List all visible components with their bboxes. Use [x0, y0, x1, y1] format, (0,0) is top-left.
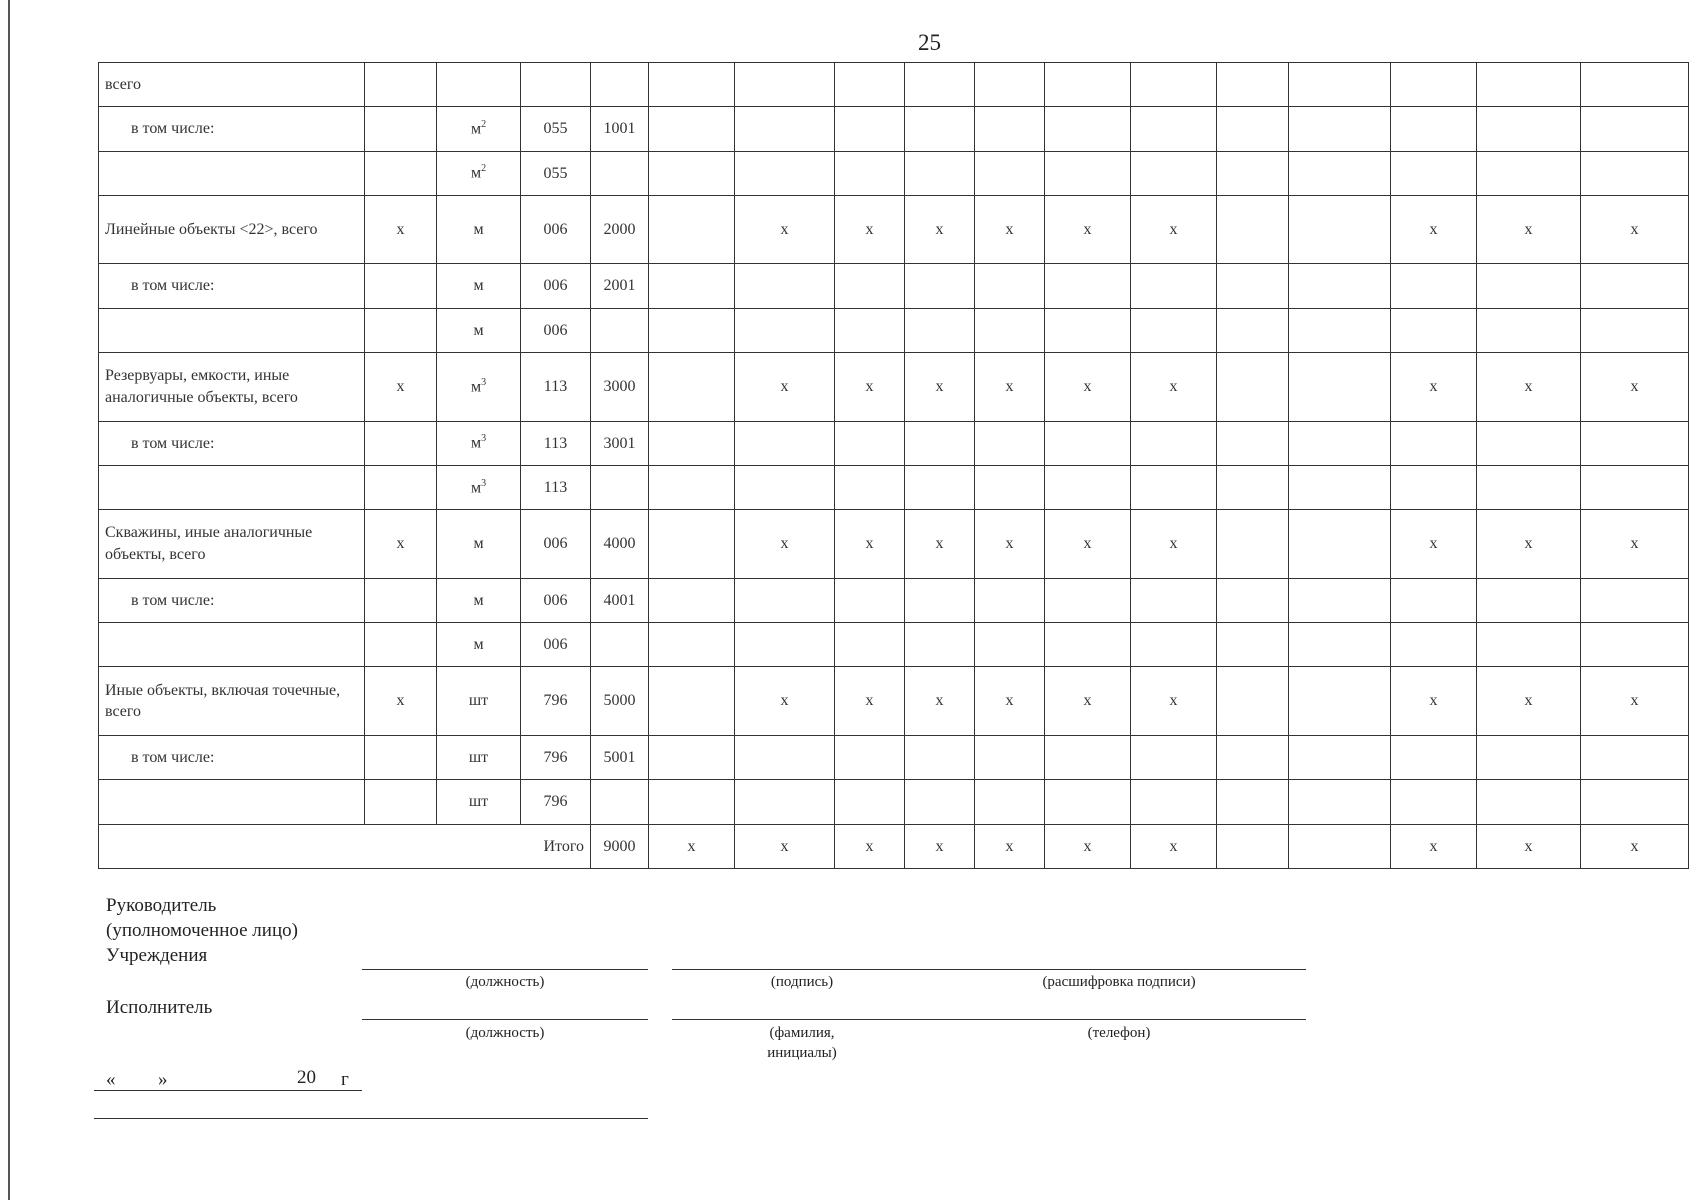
x-mark: х	[1045, 195, 1131, 264]
okei-cell: 006	[521, 264, 591, 308]
x-mark: х	[1131, 510, 1217, 579]
x-mark: х	[735, 824, 835, 868]
scan-edge-line	[8, 0, 10, 1200]
row-name: в том числе:	[99, 107, 365, 151]
code-cell: 2001	[591, 264, 649, 308]
page-number: 25	[918, 30, 941, 55]
x-mark: х	[1391, 824, 1477, 868]
okei-cell: 796	[521, 667, 591, 736]
row-name: Линейные объекты <22>, всего	[99, 195, 365, 264]
code-cell: 5000	[591, 667, 649, 736]
x-mark: х	[365, 510, 437, 579]
x-mark: х	[1391, 353, 1477, 422]
x-mark: х	[1045, 510, 1131, 579]
x-mark: х	[649, 824, 735, 868]
okei-cell: 006	[521, 578, 591, 622]
x-mark: х	[1131, 195, 1217, 264]
table-row	[99, 465, 1689, 509]
decode-caption: (расшифровка подписи)	[1042, 974, 1196, 990]
code-cell: 3001	[591, 421, 649, 465]
x-mark: х	[975, 353, 1045, 422]
date-year-suffix: г	[341, 1069, 349, 1090]
x-mark: х	[735, 195, 835, 264]
x-mark: х	[1131, 824, 1217, 868]
row-name: всего	[99, 63, 365, 107]
code-cell: 1001	[591, 107, 649, 151]
code-cell: 5001	[591, 735, 649, 779]
unit-cell: м	[437, 623, 521, 667]
code-cell: 9000	[591, 824, 649, 868]
x-mark: х	[1477, 510, 1581, 579]
table-row	[99, 578, 1689, 622]
code-cell: 3000	[591, 353, 649, 422]
executor-phone-line[interactable]	[932, 1019, 1306, 1020]
unit-cell: шт	[437, 780, 521, 824]
unit-cell: м	[437, 264, 521, 308]
code-cell: 4000	[591, 510, 649, 579]
x-mark: х	[1477, 667, 1581, 736]
x-mark: х	[905, 510, 975, 579]
x-mark: х	[835, 510, 905, 579]
date-line[interactable]	[94, 1090, 362, 1091]
x-mark: х	[1391, 667, 1477, 736]
okei-cell: 796	[521, 735, 591, 779]
x-mark: х	[1391, 195, 1477, 264]
table-row	[99, 151, 1689, 195]
unit-cell: $м^2$	[437, 107, 521, 151]
bottom-line	[94, 1118, 648, 1119]
x-mark: х	[905, 667, 975, 736]
okei-cell: 796	[521, 780, 591, 824]
row-name: в том числе:	[99, 264, 365, 308]
row-name: Иные объекты, включая точечные, всего	[99, 667, 365, 736]
code-cell: 2000	[591, 195, 649, 264]
date-year-prefix: 20	[297, 1067, 316, 1088]
date-close-quote: »	[158, 1069, 168, 1090]
row-name: в том числе:	[99, 578, 365, 622]
x-mark: х	[1477, 824, 1581, 868]
x-mark: х	[735, 667, 835, 736]
x-mark: х	[835, 195, 905, 264]
table-row	[99, 735, 1689, 779]
table-row	[99, 510, 1689, 579]
table-row	[99, 264, 1689, 308]
x-mark: х	[975, 824, 1045, 868]
x-mark: х	[1581, 510, 1689, 579]
x-mark: х	[735, 353, 835, 422]
row-name: Скважины, иные аналогичные объекты, всего	[99, 510, 365, 579]
okei-cell: 006	[521, 623, 591, 667]
x-mark: х	[835, 667, 905, 736]
unit-cell: м	[437, 308, 521, 352]
date-open-quote: «	[106, 1069, 116, 1090]
unit-cell: м	[437, 510, 521, 579]
unit-cell: м	[437, 195, 521, 264]
x-mark: х	[905, 353, 975, 422]
x-mark: х	[735, 510, 835, 579]
row-name: Резервуары, емкости, иные аналогичные объекты, всего	[99, 353, 365, 422]
unit-cell: шт	[437, 667, 521, 736]
executor-name-line[interactable]	[672, 1019, 932, 1020]
x-mark: х	[1391, 510, 1477, 579]
okei-cell: 113	[521, 465, 591, 509]
row-name: в том числе:	[99, 735, 365, 779]
table-row	[99, 667, 1689, 736]
executor-position-caption: (должность)	[465, 1025, 545, 1041]
okei-cell: 055	[521, 107, 591, 151]
x-mark: х	[365, 195, 437, 264]
unit-cell: шт	[437, 735, 521, 779]
table-row	[99, 308, 1689, 352]
x-mark: х	[975, 667, 1045, 736]
total-row	[99, 824, 1689, 868]
okei-cell: 006	[521, 308, 591, 352]
signature-line[interactable]	[672, 969, 932, 970]
x-mark: х	[1131, 667, 1217, 736]
okei-cell: 055	[521, 151, 591, 195]
x-mark: х	[835, 353, 905, 422]
x-mark: х	[1581, 667, 1689, 736]
okei-cell: 006	[521, 510, 591, 579]
unit-cell: м	[437, 578, 521, 622]
x-mark: х	[975, 510, 1045, 579]
x-mark: х	[1045, 667, 1131, 736]
unit-cell: $м^3$	[437, 465, 521, 509]
code-cell: 4001	[591, 578, 649, 622]
position-line[interactable]	[362, 969, 648, 970]
objects-table	[98, 62, 1689, 869]
table-row	[99, 623, 1689, 667]
row-name: в том числе:	[99, 421, 365, 465]
unit-cell: $м^3$	[437, 421, 521, 465]
head-title: Руководитель (уполномоченное лицо) Учреждения	[106, 895, 298, 966]
executor-label: Исполнитель	[106, 997, 213, 1018]
x-mark: х	[1581, 353, 1689, 422]
total-label: Итого	[99, 824, 591, 868]
signature-caption: (подпись)	[770, 974, 834, 990]
decode-line[interactable]	[932, 969, 1306, 970]
x-mark: х	[365, 667, 437, 736]
okei-cell: 006	[521, 195, 591, 264]
x-mark: х	[1581, 195, 1689, 264]
x-mark: х	[1131, 353, 1217, 422]
table-row	[99, 421, 1689, 465]
x-mark: х	[1045, 824, 1131, 868]
executor-name-caption: (фамилия, инициалы)	[767, 1025, 837, 1061]
table-row	[99, 353, 1689, 422]
unit-cell: $м^2$	[437, 151, 521, 195]
x-mark: х	[1045, 353, 1131, 422]
x-mark: х	[1477, 353, 1581, 422]
table-row	[99, 195, 1689, 264]
table-row	[99, 780, 1689, 824]
table-row	[99, 107, 1689, 151]
x-mark: х	[365, 353, 437, 422]
x-mark: х	[1581, 824, 1689, 868]
x-mark: х	[835, 824, 905, 868]
executor-phone-caption: (телефон)	[1087, 1025, 1151, 1041]
x-mark: х	[905, 195, 975, 264]
executor-position-line[interactable]	[362, 1019, 648, 1020]
table-row	[99, 63, 1689, 107]
x-mark: х	[905, 824, 975, 868]
okei-cell: 113	[521, 353, 591, 422]
x-mark: х	[1477, 195, 1581, 264]
unit-cell: $м^3$	[437, 353, 521, 422]
okei-cell: 113	[521, 421, 591, 465]
x-mark: х	[975, 195, 1045, 264]
position-caption: (должность)	[465, 974, 545, 990]
